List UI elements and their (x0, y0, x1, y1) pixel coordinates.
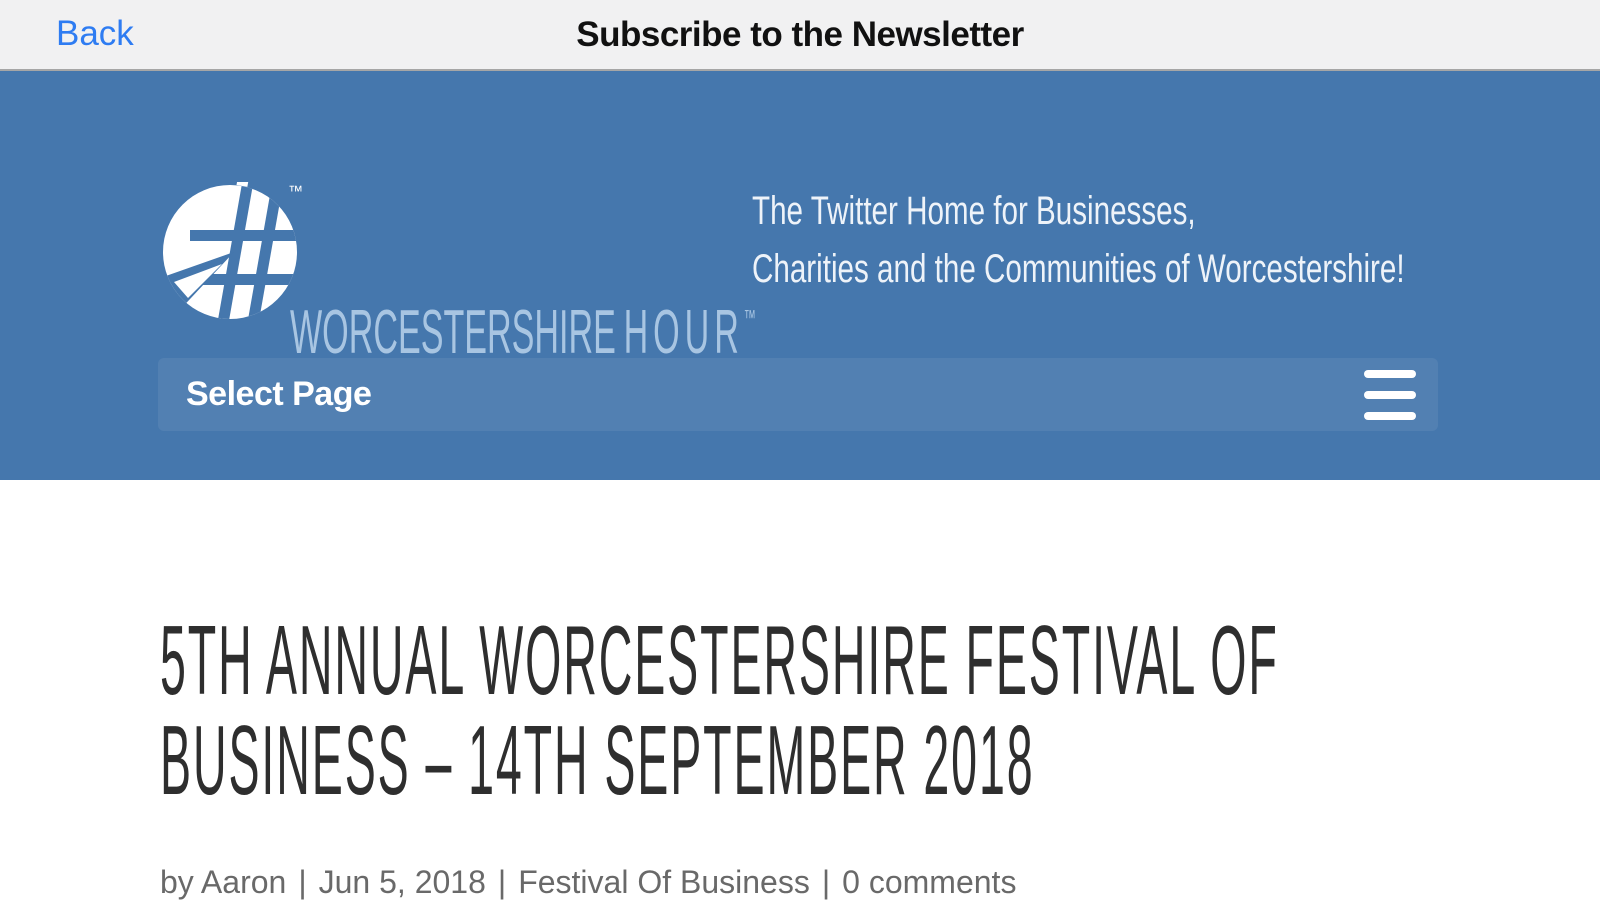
browser-page-title: Subscribe to the Newsletter (576, 14, 1024, 54)
main-nav-bar (158, 358, 1438, 431)
byline-separator: | (821, 864, 831, 900)
select-page-dropdown[interactable]: Select Page (186, 375, 372, 413)
byline-date: Jun 5, 2018 (318, 864, 486, 900)
comments-link[interactable]: 0 comments (842, 864, 1017, 900)
back-button[interactable]: Back (56, 14, 134, 53)
hashtag-logo-icon (160, 182, 310, 324)
article-byline (160, 862, 1600, 900)
byline-prefix: by (160, 864, 194, 900)
site-header (0, 71, 1600, 480)
author-link[interactable]: Aaron (200, 864, 287, 900)
article-content (0, 480, 1600, 900)
article-title-line2: BUSINESS – 14TH SEPTEMBER 2018 (160, 705, 1035, 815)
article-title-line1: 5TH ANNUAL WORCESTERSHIRE FESTIVAL OF (160, 605, 1279, 715)
article-title (160, 605, 1600, 815)
byline-separator: | (298, 864, 307, 900)
logo-trademark: ™ (288, 183, 303, 200)
hamburger-icon (1364, 370, 1416, 420)
category-link[interactable]: Festival Of Business (518, 864, 810, 900)
byline-separator: | (497, 864, 507, 900)
menu-button[interactable] (1364, 351, 1416, 439)
header-tagline-line2: Charities and the Communities of Worcestershire! (752, 247, 1405, 291)
browser-top-bar (0, 0, 1600, 71)
site-logo-link[interactable] (160, 182, 756, 367)
header-tagline-line1: The Twitter Home for Businesses, (752, 189, 1196, 233)
brand-wordmark: WORCESTERSHIRE HOUR™ (290, 298, 756, 367)
